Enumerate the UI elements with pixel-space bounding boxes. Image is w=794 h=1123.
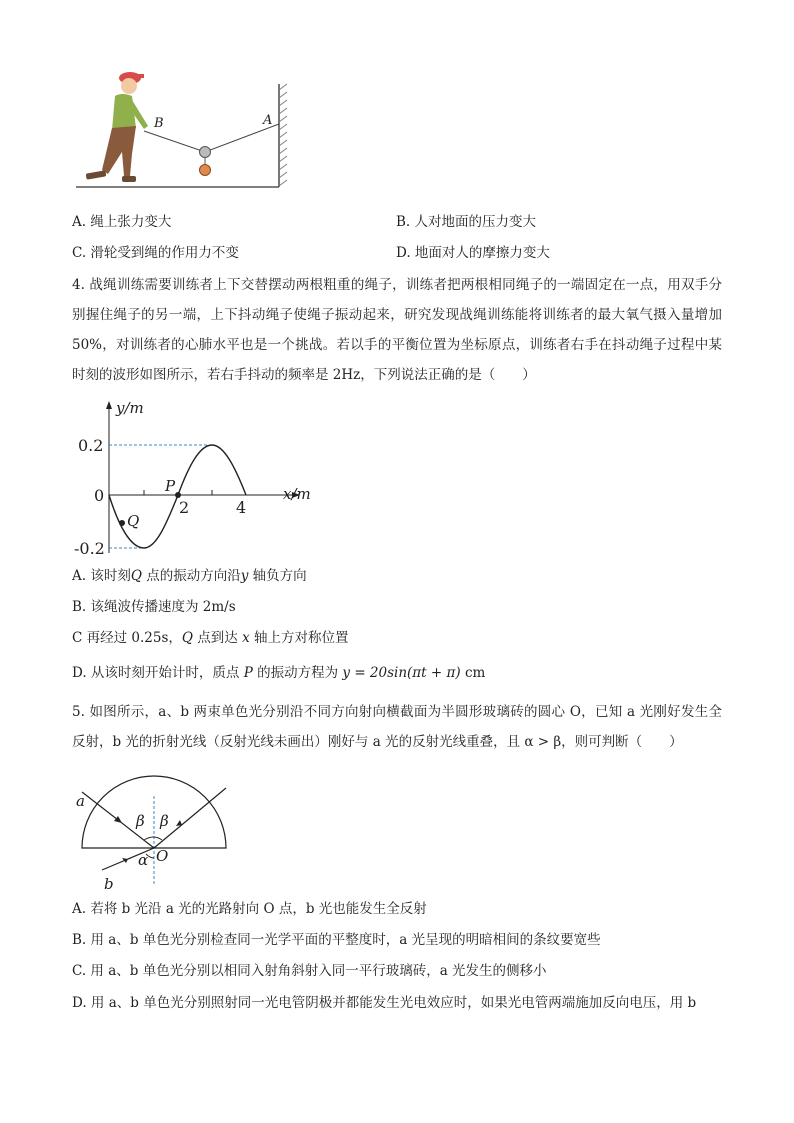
point-q-label: Q [127, 512, 140, 530]
point-p-label: P [165, 477, 176, 495]
q5-stem: 5. 如图所示，a、b 两束单色光分别沿不同方向射向横截面为半圆形玻璃砖的圆心 O，已知 a 光刚好发生全反射，b 光的折射光线（反射光线未画出）刚好与 a 光的反射光线重叠，且 α > β，则可判断（ ） [72, 704, 722, 750]
ray-b-label: b [104, 875, 114, 890]
beta-right-label: β [160, 812, 169, 830]
pulley-figure [72, 66, 302, 196]
q3-option-a: A. 绳上张力变大 [72, 214, 172, 230]
label-b: B [154, 116, 164, 131]
q3-option-d: D. 地面对人的摩擦力变大 [396, 245, 550, 261]
q3-option-b: B. 人对地面的压力变大 [396, 214, 537, 230]
tick-x-2: 2 [179, 498, 190, 517]
tick-y-zero: 0 [94, 486, 105, 505]
tick-y-pos: 0.2 [78, 436, 104, 455]
q4-option-c: C 再经过 0.25s，Q 点到达 x 轴上方对称位置 [72, 630, 349, 646]
q4-option-b: B. 该绳波传播速度为 2m/s [72, 599, 236, 615]
q5-option-d: D. 用 a、b 单色光分别照射同一光电管阴极并都能发生光电效应时，如果光电管两端施加反向电压，用 b [72, 995, 697, 1011]
ray-a-label: a [76, 792, 85, 810]
beta-left-label: β [136, 812, 145, 830]
x-axis-label: x/m [283, 485, 311, 503]
y-axis-label: y/m [116, 399, 144, 417]
q4-stem: 4. 战绳训练需要训练者上下交替摆动两根粗重的绳子，训练者把两根相同绳子的一端固定在一点，用双手分别握住绳子的另一端，上下抖动绳子使绳子振动起来，研究发现战绳训练能将训练者的最大氧气摄入量增加 50%，对训练者的心肺水平也是一个挑战。若以手的平衡位置为坐标原点，训练者右手在抖动绳子过程中某时刻的波形如图所示，若右手抖动的频率是 2Hz，下列说法正确的是（ ） [72, 277, 722, 383]
wave-graph [72, 395, 332, 560]
q3-option-c: C. 滑轮受到绳的作用力不变 [72, 245, 239, 261]
tick-x-4: 4 [236, 498, 247, 517]
person-icon [86, 72, 148, 182]
q4-option-a: A. 该时刻Q 点的振动方向沿y 轴负方向 [72, 568, 307, 584]
center-o-label: O [156, 847, 169, 865]
semicircle-glass-figure [72, 768, 252, 890]
q5-option-b: B. 用 a、b 单色光分别检查同一光学平面的平整度时，a 光呈现的明暗相间的条纹要宽些 [72, 932, 601, 948]
q5-option-a: A. 若将 b 光沿 a 光的光路射向 O 点，b 光也能发生全反射 [72, 901, 427, 917]
label-a: A [263, 113, 273, 128]
q4-option-d: D. 从该时刻开始计时，质点 P 的振动方程为 y = 20sin(πt + π) cm [72, 665, 486, 681]
q5-option-c: C. 用 a、b 单色光分别以相同入射角斜射入同一平行玻璃砖，a 光发生的侧移小 [72, 963, 547, 979]
tick-y-neg: -0.2 [74, 539, 105, 558]
alpha-label: α [138, 851, 149, 869]
